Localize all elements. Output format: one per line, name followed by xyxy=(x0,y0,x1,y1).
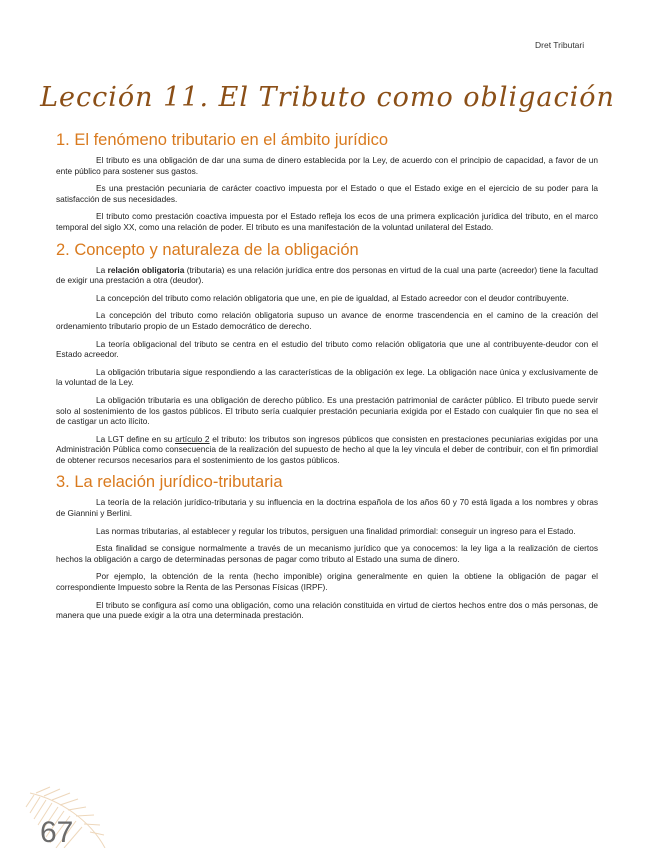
paragraph: Esta finalidad se consigue normalmente a través de un mecanismo jurídico que ya conocemos: la ley liga a la realización de ciertos hechos la obligación a cargo de determinadas personas de pagar como tributo al Estado una suma de dinero. xyxy=(56,543,598,564)
paragraph: Por ejemplo, la obtención de la renta (hecho imponible) origina generalmente en quien la obtiene la obligación de pagar el correspondiente Impuesto sobre la Renta de las Personas Físicas (IRPF). xyxy=(56,571,598,593)
bold-term: relación obligatoria xyxy=(107,264,185,275)
text: La xyxy=(96,264,108,275)
paragraph: El tributo es una obligación de dar una suma de dinero establecida por la Ley, de acuerdo con el principio de capacidad, a favor de un ente público para sostener sus gastos. xyxy=(56,155,598,176)
paragraph xyxy=(56,434,598,466)
paragraph: Las normas tributarias, al establecer y regular los tributos, persiguen una finalidad primordial: conseguir un ingreso para el Estado. xyxy=(96,525,576,536)
text: (tributaria) es una relación jurídica entre dos personas en virtud de la cual una parte (acreedor) tiene la facultad de exigir una prestación a otra (deudor). xyxy=(56,264,598,286)
section-3 xyxy=(56,472,598,620)
paragraph: La concepción del tributo como relación obligatoria supuso un avance de enorme trascendencia en el camino de la creación del ordenamiento tributario propio de un Estado democrático de derecho. xyxy=(56,310,598,331)
text: el tributo: los tributos son ingresos públicos que consisten en prestaciones pecuniarias exigidas por una Administración Pública como consecuencia de la realización del supuesto de hecho al que la ley vincula el deber de contribuir, con el fin primordial de obtener recursos necesarios para el sostenimiento de los gastos públicos. xyxy=(56,433,599,465)
paragraph: La teoría obligacional del tributo se centra en el estudio del tributo como relación obligatoria que une al contribuyente-deudor con el Estado acreedor. xyxy=(56,338,598,360)
section-heading: 1. El fenómeno tributario en el ámbito jurídico xyxy=(56,131,389,149)
page-number: 67 xyxy=(40,816,74,849)
paragraph: La obligación tributaria es una obligación de derecho público. Es una prestación patrimonial de carácter público. El tributo puede servir solo al sostenimiento de los gastos públicos. El tributo sería cualquier prestación pecuniaria exigida por el Estado con cualquier fin que no sea el de castigar un acto ilícito. xyxy=(56,394,598,427)
paragraph: La concepción del tributo como relación obligatoria que une, en pie de igualdad, al Estado acreedor con el deudor contribuyente. xyxy=(96,292,569,303)
paragraph: La teoría de la relación jurídico-tributaria y su influencia en la doctrina española de los años 60 y 70 está ligada a los nombres y obras de Giannini y Berlini. xyxy=(56,497,598,519)
section-heading: 2. Concepto y naturaleza de la obligación xyxy=(56,240,359,259)
section-2 xyxy=(56,240,598,466)
section-1 xyxy=(56,130,598,233)
paragraph: El tributo como prestación coactiva impuesta por el Estado refleja los ecos de una primera explicación jurídica del tributo, en el marco temporal del siglo XX, como una relación de poder. El tributo es una manifestación de la voluntad unilateral del Estado. xyxy=(56,211,598,232)
paragraph: La obligación tributaria sigue respondiendo a las características de la obligación ex lege. La obligación nace única y exclusivamente de la voluntad de la Ley. xyxy=(56,366,598,388)
paragraph: El tributo se configura así como una obligación, como una relación constituida en virtud de ciertos hechos entre dos o más personas, de manera que una puede exigir a la otra una determinada prestación. xyxy=(56,599,598,621)
text: La LGT define en su xyxy=(96,433,176,444)
running-header: Dret Tributari xyxy=(535,40,585,50)
paragraph: Es una prestación pecuniaria de carácter coactivo impuesta por el Estado o que el Estado exige en el ejercicio de su poder para la satisfacción de sus necesidades. xyxy=(56,183,598,204)
paragraph xyxy=(56,265,598,286)
lesson-title: Lección 11. El Tributo como obligación xyxy=(40,82,615,113)
document-body xyxy=(56,130,598,628)
article-link[interactable]: artículo 2 xyxy=(175,433,210,444)
section-heading: 3. La relación jurídico-tributaria xyxy=(56,473,283,492)
